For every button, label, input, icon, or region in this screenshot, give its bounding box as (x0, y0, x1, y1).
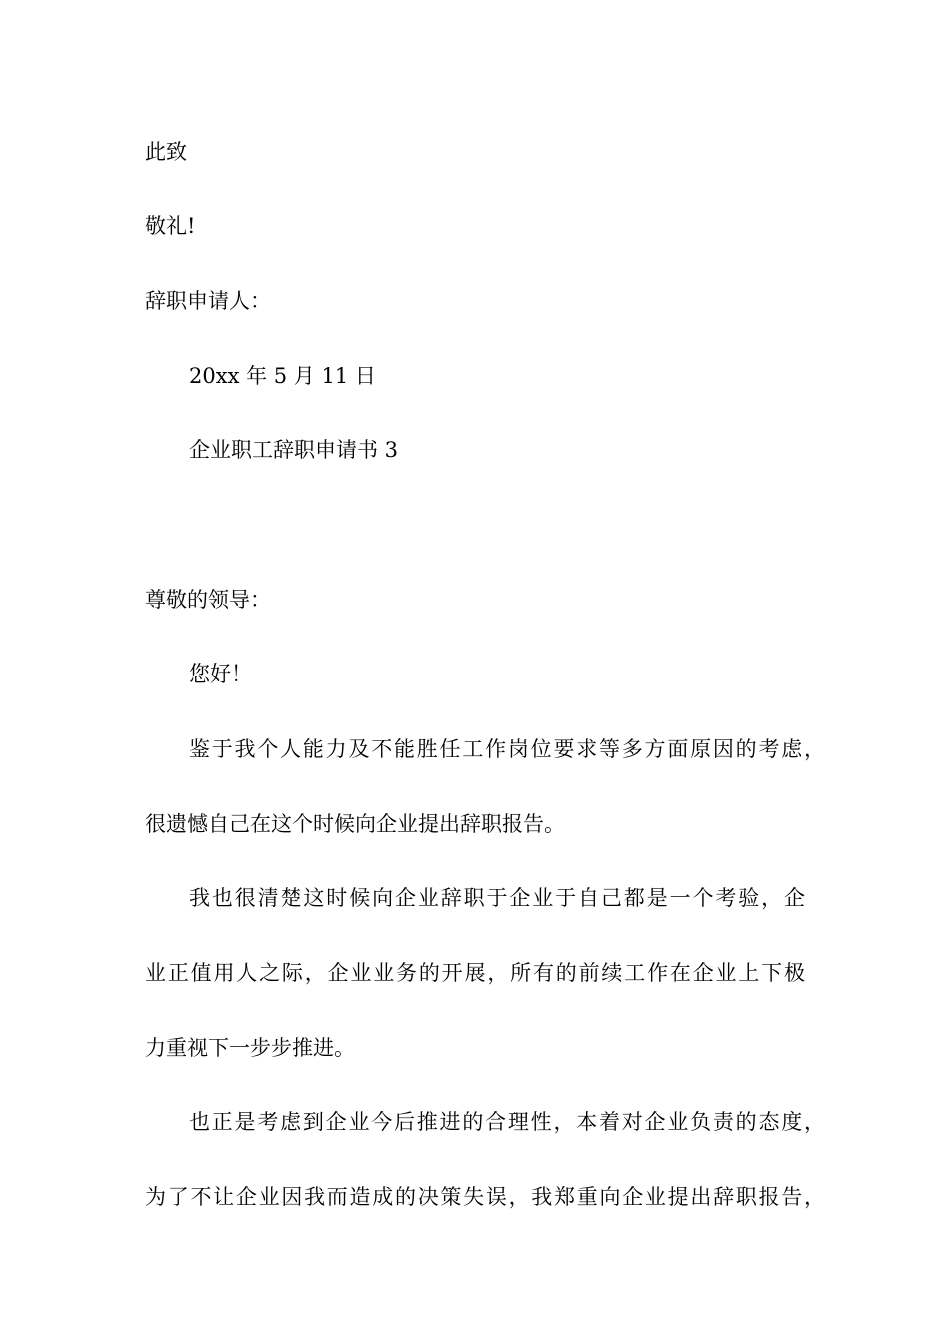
date-text: 20xx 年 5 月 11 日 (189, 364, 376, 388)
paragraph-line: 为了不让企业因我而造成的决策失误，我郑重向企业提出辞职报告， (145, 1185, 825, 1209)
letter-title: 企业职工辞职申请书 3 (189, 438, 399, 462)
paragraph-line: 力重视下一步步推进。 (145, 1036, 355, 1060)
greeting-text: 尊敬的领导： (145, 588, 271, 612)
closing-text: 此致 (145, 140, 187, 164)
paragraph-line: 很遗憾自己在这个时候向企业提出辞职报告。 (145, 812, 565, 836)
salute-text: 敬礼! (145, 214, 196, 238)
hello-text: 您好！ (189, 662, 252, 686)
paragraph-line: 我也很清楚这时候向企业辞职于企业于自己都是一个考验，企 (189, 886, 805, 910)
paragraph-line: 鉴于我个人能力及不能胜任工作岗位要求等多方面原因的考虑， (189, 737, 825, 761)
paragraph-line: 也正是考虑到企业今后推进的合理性，本着对企业负责的态度， (189, 1110, 825, 1134)
paragraph-line: 业正值用人之际，企业业务的开展，所有的前续工作在企业上下极 (145, 961, 805, 985)
applicant-label: 辞职申请人： (145, 289, 271, 313)
